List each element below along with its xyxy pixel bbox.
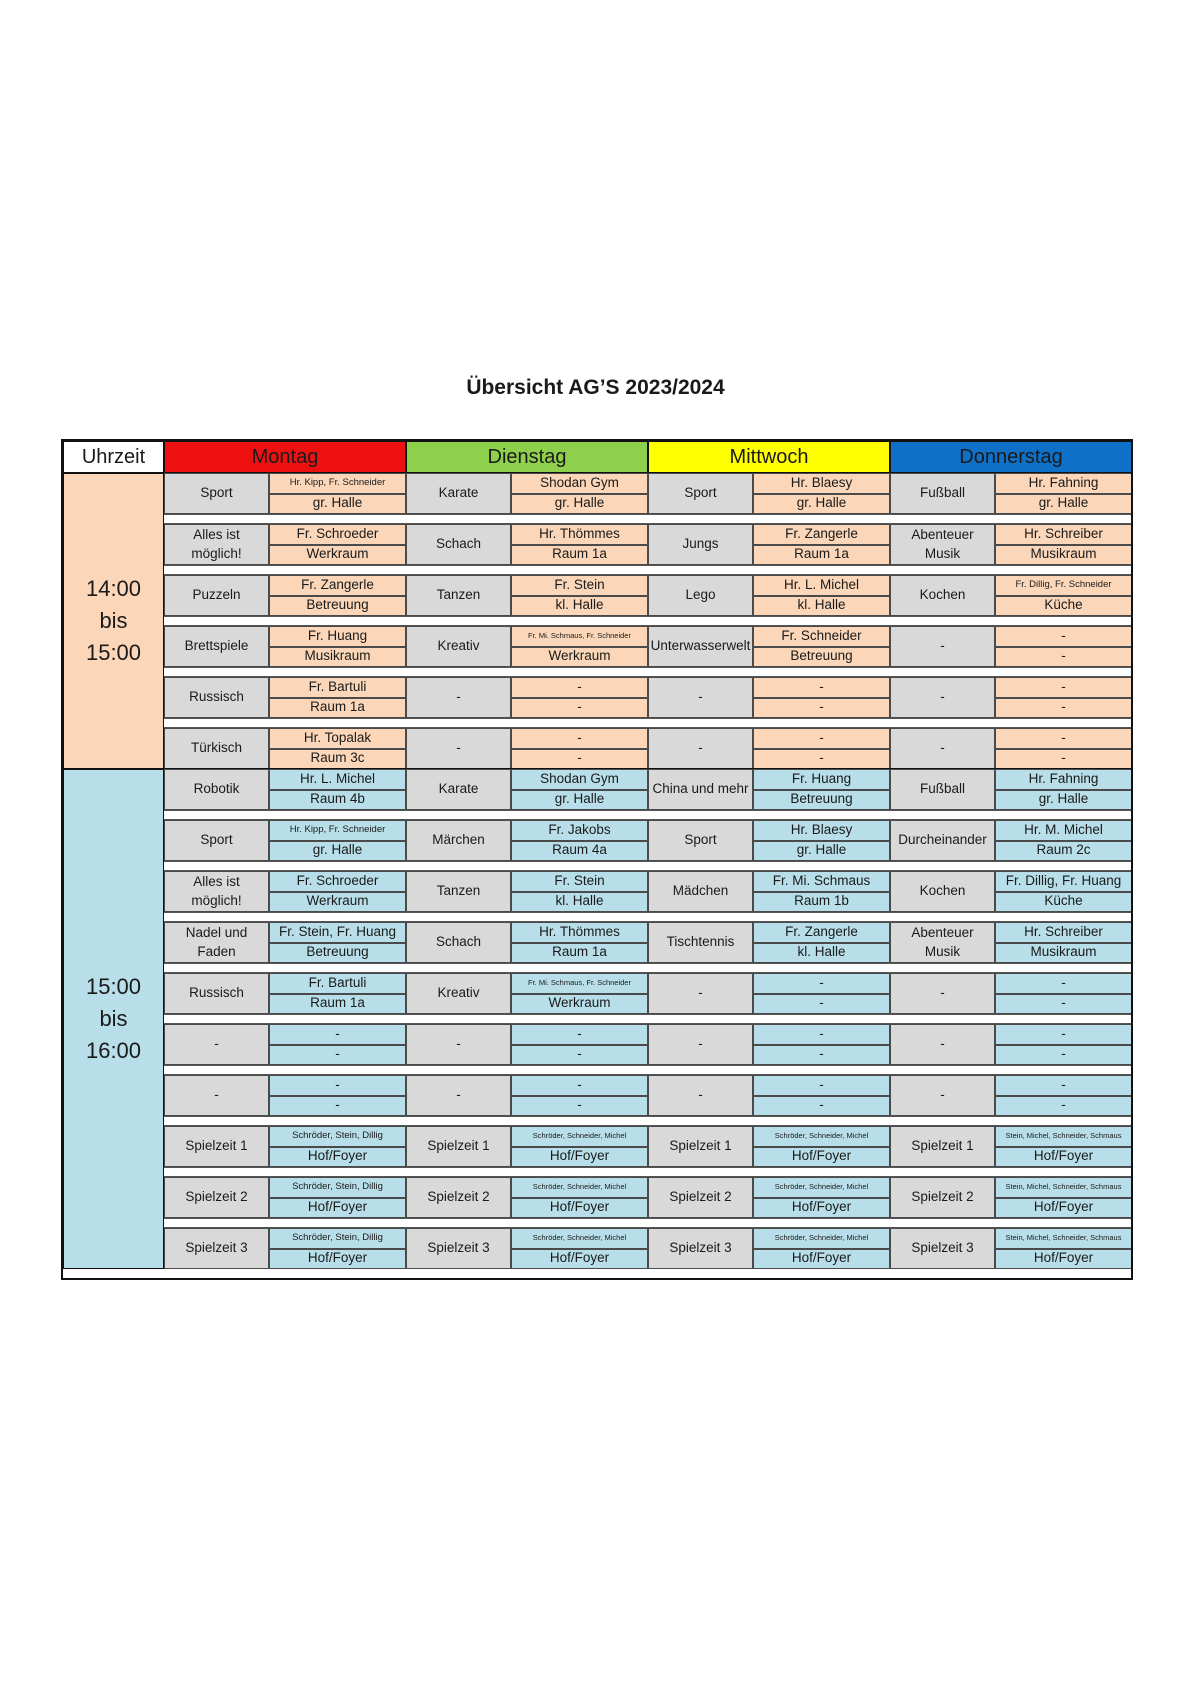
activity-cell: - (648, 973, 753, 1014)
activity-cell: Kreativ (406, 973, 511, 1014)
activity-cell: Puzzeln (164, 575, 269, 616)
activity-cell: Kochen (890, 575, 995, 616)
teacher-cell: Stein, Michel, Schneider, Schmaus (995, 1177, 1132, 1198)
activity-cell: - (890, 1024, 995, 1065)
room-cell: - (511, 698, 648, 719)
room-cell: Küche (995, 596, 1132, 617)
activity-cell: Tanzen (406, 871, 511, 912)
room-cell: Hof/Foyer (511, 1249, 648, 1270)
row-separator (164, 667, 1132, 677)
teacher-cell: Fr. Bartuli (269, 973, 406, 994)
teacher-cell: Fr. Schroeder (269, 524, 406, 545)
teacher-cell: Hr. Kipp, Fr. Schneider (269, 473, 406, 494)
teacher-cell: Schröder, Stein, Dillig (269, 1177, 406, 1198)
teacher-cell: Fr. Schroeder (269, 871, 406, 892)
activity-cell: Märchen (406, 820, 511, 861)
room-cell: kl. Halle (753, 596, 890, 617)
room-cell: Hof/Foyer (511, 1147, 648, 1168)
teacher-cell: Hr. Schreiber (995, 922, 1132, 943)
teacher-cell: - (269, 1024, 406, 1045)
teacher-cell: Stein, Michel, Schneider, Schmaus (995, 1126, 1132, 1147)
activity-cell: Spielzeit 3 (406, 1228, 511, 1269)
room-cell: Betreuung (269, 596, 406, 617)
teacher-cell: Fr. Mi. Schmaus (753, 871, 890, 892)
activity-cell: - (890, 677, 995, 718)
teacher-cell: - (753, 1075, 890, 1096)
activity-cell: - (164, 1024, 269, 1065)
header-day-mittwoch: Mittwoch (648, 441, 890, 473)
activity-cell: Spielzeit 1 (648, 1126, 753, 1167)
teacher-cell: - (995, 973, 1132, 994)
teacher-cell: Fr. Jakobs (511, 820, 648, 841)
room-cell: Betreuung (753, 790, 890, 811)
room-cell: Hof/Foyer (753, 1198, 890, 1219)
room-cell: - (995, 1096, 1132, 1117)
room-cell: gr. Halle (511, 790, 648, 811)
activity-cell: Alles ist möglich! (164, 871, 269, 912)
teacher-cell: - (753, 1024, 890, 1045)
activity-cell: Tischtennis (648, 922, 753, 963)
room-cell: - (511, 1045, 648, 1066)
activity-cell: Alles ist möglich! (164, 524, 269, 565)
room-cell: gr. Halle (511, 494, 648, 515)
row-separator (164, 963, 1132, 973)
room-cell: Raum 1a (269, 698, 406, 719)
room-cell: Raum 1a (269, 994, 406, 1015)
activity-cell: Tanzen (406, 575, 511, 616)
teacher-cell: Fr. Huang (269, 626, 406, 647)
activity-cell: Schach (406, 524, 511, 565)
teacher-cell: Schröder, Schneider, Michel (511, 1228, 648, 1249)
teacher-cell: Fr. Bartuli (269, 677, 406, 698)
room-cell: Hof/Foyer (995, 1249, 1132, 1270)
teacher-cell: Hr. L. Michel (269, 769, 406, 790)
teacher-cell: Schröder, Schneider, Michel (753, 1177, 890, 1198)
activity-cell: Spielzeit 2 (648, 1177, 753, 1218)
row-separator (164, 912, 1132, 922)
page-title: Übersicht AG’S 2023/2024 (466, 376, 725, 399)
activity-cell: Kreativ (406, 626, 511, 667)
activity-cell: Abenteuer Musik (890, 922, 995, 963)
room-cell: Musikraum (995, 545, 1132, 566)
room-cell: Küche (995, 892, 1132, 913)
teacher-cell: Fr. Dillig, Fr. Huang (995, 871, 1132, 892)
room-cell: Raum 2c (995, 841, 1132, 862)
activity-cell: - (890, 626, 995, 667)
activity-cell: Spielzeit 1 (164, 1126, 269, 1167)
activity-cell: Karate (406, 769, 511, 810)
row-separator (164, 718, 1132, 728)
room-cell: - (753, 1045, 890, 1066)
schedule-table (61, 439, 1133, 1280)
activity-cell: Karate (406, 473, 511, 514)
activity-cell: Spielzeit 3 (648, 1228, 753, 1269)
room-cell: Raum 1a (753, 545, 890, 566)
room-cell: Hof/Foyer (269, 1147, 406, 1168)
room-cell: kl. Halle (753, 943, 890, 964)
activity-cell: Sport (648, 820, 753, 861)
activity-cell: Spielzeit 2 (406, 1177, 511, 1218)
teacher-cell: - (995, 677, 1132, 698)
room-cell: gr. Halle (995, 790, 1132, 811)
activity-cell: - (648, 728, 753, 769)
room-cell: kl. Halle (511, 892, 648, 913)
teacher-cell: - (269, 1075, 406, 1096)
room-cell: Betreuung (269, 943, 406, 964)
activity-cell: - (164, 1075, 269, 1116)
row-separator (164, 810, 1132, 820)
activity-cell: Sport (648, 473, 753, 514)
room-cell: Raum 3c (269, 749, 406, 770)
room-cell: - (269, 1096, 406, 1117)
teacher-cell: Hr. Thömmes (511, 922, 648, 943)
activity-cell: - (890, 1075, 995, 1116)
row-separator (164, 1065, 1132, 1075)
activity-cell: Spielzeit 2 (164, 1177, 269, 1218)
row-separator (164, 1014, 1132, 1024)
teacher-cell: Schröder, Schneider, Michel (511, 1126, 648, 1147)
teacher-cell: - (511, 677, 648, 698)
activity-cell: - (648, 1075, 753, 1116)
room-cell: Hof/Foyer (269, 1249, 406, 1270)
teacher-cell: Shodan Gym (511, 769, 648, 790)
teacher-cell: Hr. Fahning (995, 769, 1132, 790)
room-cell: - (753, 994, 890, 1015)
room-cell: gr. Halle (269, 494, 406, 515)
teacher-cell: Shodan Gym (511, 473, 648, 494)
room-cell: - (511, 1096, 648, 1117)
room-cell: - (995, 994, 1132, 1015)
room-cell: Werkraum (511, 994, 648, 1015)
row-separator (164, 514, 1132, 524)
teacher-cell: - (995, 728, 1132, 749)
room-cell: - (995, 698, 1132, 719)
activity-cell: Kochen (890, 871, 995, 912)
activity-cell: Schach (406, 922, 511, 963)
room-cell: - (995, 1045, 1132, 1066)
room-cell: gr. Halle (753, 841, 890, 862)
teacher-cell: - (753, 728, 890, 749)
room-cell: gr. Halle (753, 494, 890, 515)
room-cell: Werkraum (511, 647, 648, 668)
room-cell: - (269, 1045, 406, 1066)
activity-cell: Russisch (164, 973, 269, 1014)
activity-cell: - (648, 677, 753, 718)
teacher-cell: Hr. L. Michel (753, 575, 890, 596)
room-cell: kl. Halle (511, 596, 648, 617)
header-time-label: Uhrzeit (63, 441, 164, 473)
teacher-cell: Schröder, Schneider, Michel (511, 1177, 648, 1198)
teacher-cell: - (511, 1024, 648, 1045)
teacher-cell: Hr. M. Michel (995, 820, 1132, 841)
header-day-donnerstag: Donnerstag (890, 441, 1132, 473)
teacher-cell: Fr. Stein (511, 575, 648, 596)
room-cell: Musikraum (269, 647, 406, 668)
teacher-cell: Hr. Blaesy (753, 820, 890, 841)
activity-cell: Durcheinander (890, 820, 995, 861)
room-cell: Raum 4b (269, 790, 406, 811)
teacher-cell: Stein, Michel, Schneider, Schmaus (995, 1228, 1132, 1249)
activity-cell: - (406, 728, 511, 769)
teacher-cell: Schröder, Schneider, Michel (753, 1228, 890, 1249)
teacher-cell: Schröder, Schneider, Michel (753, 1126, 890, 1147)
activity-cell: - (890, 728, 995, 769)
room-cell: - (511, 749, 648, 770)
activity-cell: - (406, 1075, 511, 1116)
time-slot-1: 14:00 bis 15:00 (63, 473, 164, 769)
teacher-cell: - (995, 1024, 1132, 1045)
room-cell: Raum 1a (511, 545, 648, 566)
teacher-cell: Fr. Mi. Schmaus, Fr. Schneider (511, 973, 648, 994)
teacher-cell: Hr. Blaesy (753, 473, 890, 494)
activity-cell: Spielzeit 1 (890, 1126, 995, 1167)
room-cell: - (995, 749, 1132, 770)
header-day-montag: Montag (164, 441, 406, 473)
room-cell: Werkraum (269, 892, 406, 913)
row-separator (164, 616, 1132, 626)
teacher-cell: - (753, 677, 890, 698)
activity-cell: Abenteuer Musik (890, 524, 995, 565)
activity-cell: Spielzeit 3 (164, 1228, 269, 1269)
room-cell: Raum 1b (753, 892, 890, 913)
activity-cell: - (406, 1024, 511, 1065)
room-cell: Betreuung (753, 647, 890, 668)
room-cell: Hof/Foyer (269, 1198, 406, 1219)
activity-cell: Lego (648, 575, 753, 616)
room-cell: Werkraum (269, 545, 406, 566)
activity-cell: Mädchen (648, 871, 753, 912)
room-cell: Hof/Foyer (753, 1249, 890, 1270)
activity-cell: - (648, 1024, 753, 1065)
activity-cell: Spielzeit 3 (890, 1228, 995, 1269)
room-cell: gr. Halle (269, 841, 406, 862)
teacher-cell: - (995, 1075, 1132, 1096)
teacher-cell: Hr. Fahning (995, 473, 1132, 494)
activity-cell: Spielzeit 2 (890, 1177, 995, 1218)
row-separator (164, 1218, 1132, 1228)
activity-cell: Türkisch (164, 728, 269, 769)
teacher-cell: Hr. Kipp, Fr. Schneider (269, 820, 406, 841)
row-separator (164, 1116, 1132, 1126)
room-cell: gr. Halle (995, 494, 1132, 515)
teacher-cell: Fr. Stein, Fr. Huang (269, 922, 406, 943)
activity-cell: Sport (164, 820, 269, 861)
room-cell: Musikraum (995, 943, 1132, 964)
header-day-dienstag: Dienstag (406, 441, 648, 473)
teacher-cell: Fr. Stein (511, 871, 648, 892)
activity-cell: Spielzeit 1 (406, 1126, 511, 1167)
room-cell: - (995, 647, 1132, 668)
teacher-cell: Hr. Thömmes (511, 524, 648, 545)
row-separator (164, 565, 1132, 575)
activity-cell: Nadel und Faden (164, 922, 269, 963)
teacher-cell: - (511, 728, 648, 749)
teacher-cell: Hr. Schreiber (995, 524, 1132, 545)
teacher-cell: Fr. Dillig, Fr. Schneider (995, 575, 1132, 596)
teacher-cell: Fr. Zangerle (753, 524, 890, 545)
time-slot-2: 15:00 bis 16:00 (63, 769, 164, 1269)
teacher-cell: - (753, 973, 890, 994)
activity-cell: Sport (164, 473, 269, 514)
room-cell: Hof/Foyer (995, 1198, 1132, 1219)
teacher-cell: Fr. Schneider (753, 626, 890, 647)
teacher-cell: Hr. Topalak (269, 728, 406, 749)
room-cell: - (753, 749, 890, 770)
room-cell: Raum 1a (511, 943, 648, 964)
row-separator (164, 1167, 1132, 1177)
row-separator (164, 861, 1132, 871)
teacher-cell: - (995, 626, 1132, 647)
room-cell: - (753, 698, 890, 719)
room-cell: - (753, 1096, 890, 1117)
teacher-cell: - (511, 1075, 648, 1096)
teacher-cell: Fr. Mi. Schmaus, Fr. Schneider (511, 626, 648, 647)
activity-cell: - (890, 973, 995, 1014)
activity-cell: Russisch (164, 677, 269, 718)
room-cell: Hof/Foyer (511, 1198, 648, 1219)
teacher-cell: Fr. Zangerle (753, 922, 890, 943)
teacher-cell: Schröder, Stein, Dillig (269, 1228, 406, 1249)
activity-cell: Jungs (648, 524, 753, 565)
activity-cell: China und mehr (648, 769, 753, 810)
teacher-cell: Schröder, Stein, Dillig (269, 1126, 406, 1147)
room-cell: Hof/Foyer (995, 1147, 1132, 1168)
room-cell: Raum 4a (511, 841, 648, 862)
activity-cell: Fußball (890, 769, 995, 810)
activity-cell: Robotik (164, 769, 269, 810)
activity-cell: - (406, 677, 511, 718)
activity-cell: Brettspiele (164, 626, 269, 667)
room-cell: Hof/Foyer (753, 1147, 890, 1168)
teacher-cell: Fr. Zangerle (269, 575, 406, 596)
activity-cell: Fußball (890, 473, 995, 514)
activity-cell: Unterwasserwelt (648, 626, 753, 667)
teacher-cell: Fr. Huang (753, 769, 890, 790)
